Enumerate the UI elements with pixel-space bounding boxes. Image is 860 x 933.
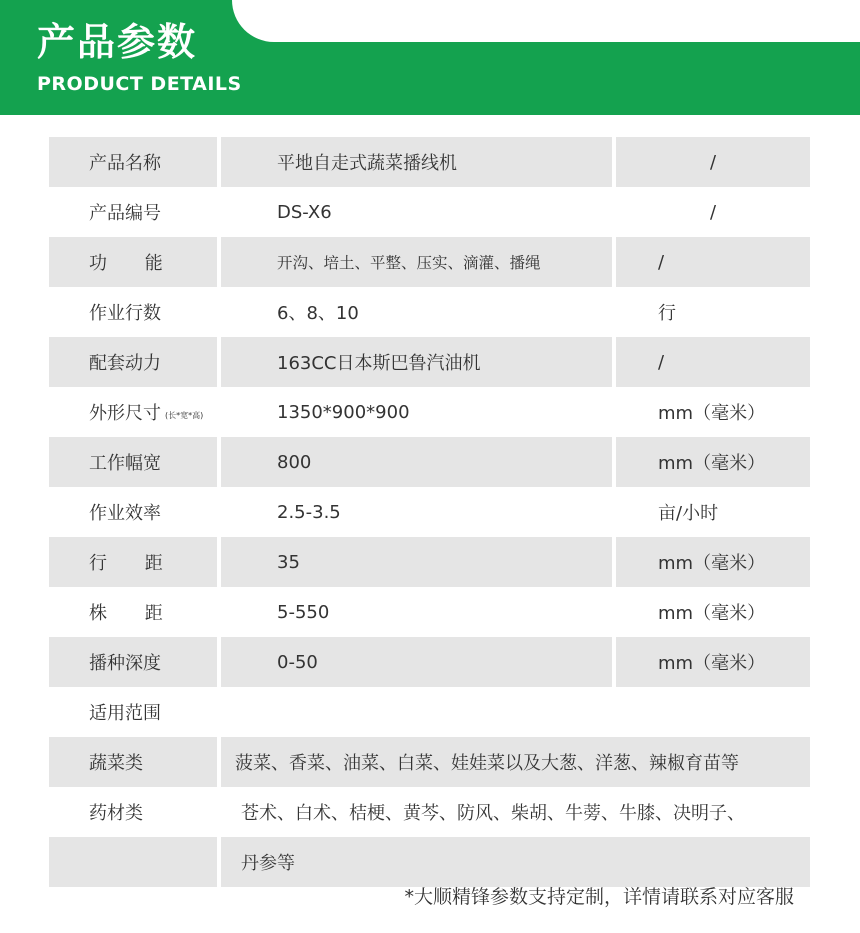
table-row <box>49 637 810 687</box>
row-value: 平地自走式蔬菜播线机 <box>221 137 612 187</box>
row-label <box>49 387 217 437</box>
table-row <box>49 287 810 337</box>
herbs-label: 药材类 <box>89 803 143 824</box>
row-unit: 行 <box>658 303 676 324</box>
table-row <box>49 337 810 387</box>
table-row <box>49 537 810 587</box>
scope-heading: 适用范围 <box>89 703 161 724</box>
table-row <box>49 187 810 237</box>
scope-herbs-row <box>49 787 810 837</box>
row-label-text: 外形尺寸 <box>89 403 161 424</box>
row-label: 产品名称 <box>49 137 217 187</box>
herbs-label-empty <box>49 837 217 887</box>
header-white-curve <box>232 0 860 42</box>
row-value: 35 <box>221 537 612 587</box>
row-unit <box>616 137 810 187</box>
herbs-value-line2: 丹参等 <box>221 837 810 887</box>
table-row <box>49 387 810 437</box>
scope-herbs-row-continued <box>49 837 810 887</box>
herbs-value-line1: 苍术、白术、桔梗、黄芩、防风、柴胡、牛蒡、牛膝、决明子、 <box>241 803 745 824</box>
row-label: 播种深度 <box>49 637 217 687</box>
row-label: 行 距 <box>49 537 217 587</box>
spec-table <box>49 137 810 887</box>
row-unit: mm（毫米） <box>658 603 766 624</box>
row-label: 作业行数 <box>89 303 161 324</box>
row-value: DS-X6 <box>277 201 332 223</box>
footnote: *大顺精锋参数支持定制，详情请联系对应客服 <box>404 886 794 908</box>
row-value: 6、8、10 <box>277 303 359 324</box>
row-value: 2.5-3.5 <box>277 501 341 523</box>
row-unit: / <box>616 237 810 287</box>
row-unit: mm（毫米） <box>658 403 766 424</box>
row-value: 开沟、培土、平整、压实、滴灌、播绳 <box>221 237 612 287</box>
page-subtitle: PRODUCT DETAILS <box>37 73 242 95</box>
row-unit: mm（毫米） <box>616 537 810 587</box>
vegetables-label: 蔬菜类 <box>49 737 217 787</box>
row-label-note: (长*宽*高) <box>165 410 204 420</box>
row-label: 功 能 <box>49 237 217 287</box>
row-label: 产品编号 <box>89 203 161 224</box>
header-banner <box>0 0 860 115</box>
table-row <box>49 587 810 637</box>
row-label: 株 距 <box>89 603 179 624</box>
row-value: 0-50 <box>221 637 612 687</box>
row-label: 配套动力 <box>49 337 217 387</box>
row-unit-text: / <box>710 201 717 223</box>
page-title: 产品参数 <box>37 20 198 64</box>
row-unit: 亩/小时 <box>658 503 719 524</box>
row-value: 163CC日本斯巴鲁汽油机 <box>221 337 612 387</box>
row-unit: / <box>616 337 810 387</box>
row-unit-text: / <box>710 151 717 173</box>
row-unit: mm（毫米） <box>616 637 810 687</box>
row-unit: mm（毫米） <box>616 437 810 487</box>
row-value: 1350*900*900 <box>277 401 410 423</box>
scope-vegetables-row <box>49 737 810 787</box>
row-value: 5-550 <box>277 601 330 623</box>
vegetables-value: 菠菜、香菜、油菜、白菜、娃娃菜以及大葱、洋葱、辣椒育苗等 <box>221 737 810 787</box>
table-row <box>49 487 810 537</box>
table-row <box>49 237 810 287</box>
row-label: 工作幅宽 <box>49 437 217 487</box>
row-value: 800 <box>221 437 612 487</box>
row-label: 作业效率 <box>89 503 161 524</box>
table-row <box>49 437 810 487</box>
table-row <box>49 137 810 187</box>
row-unit <box>616 187 810 237</box>
scope-heading-row <box>49 687 810 737</box>
